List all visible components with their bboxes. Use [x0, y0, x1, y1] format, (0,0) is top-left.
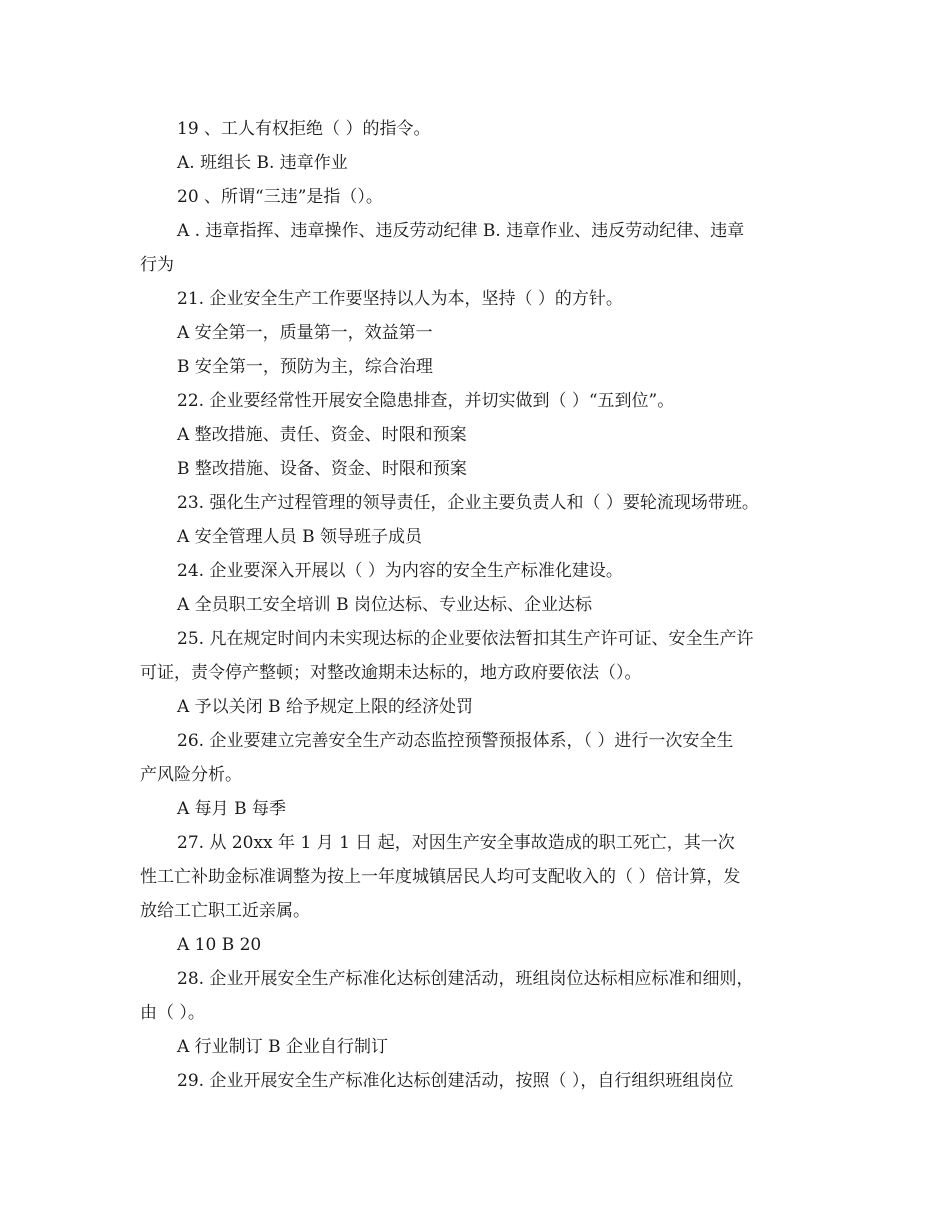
question-line: 19 、工人有权拒绝（ ）的指令。	[177, 119, 431, 139]
answer-line: B 安全第一，预防为主，综合治理	[177, 357, 433, 377]
question-line: 28. 企业开展安全生产标准化达标创建活动，班组岗位达标相应标准和细则，	[177, 969, 754, 989]
question-line: 25. 凡在规定时间内未实现达标的企业要依法暂扣其生产许可证、安全生产许	[177, 629, 754, 649]
answer-line: A . 违章指挥、违章操作、违反劳动纪律 B. 违章作业、违反劳动纪律、违章	[177, 221, 745, 241]
question-line: 24. 企业要深入开展以（ ）为内容的安全生产标准化建设。	[177, 561, 623, 581]
continuation-line: 放给工亡职工近亲属。	[140, 901, 310, 921]
answer-line: A 予以关闭 B 给予规定上限的经济处罚	[177, 697, 473, 717]
answer-line: A 安全管理人员 B 领导班子成员	[177, 527, 422, 547]
continuation-line: 可证，责令停产整顿；对整改逾期未达标的，地方政府要依法（）。	[140, 663, 642, 683]
answer-line: A 全员职工安全培训 B 岗位达标、专业达标、企业达标	[177, 595, 592, 615]
answer-line: A 每月 B 每季	[177, 799, 286, 819]
continuation-line: 性工亡补助金标准调整为按上一年度城镇居民人均可支配收入的（ ）倍计算，发	[140, 867, 741, 887]
continuation-line: 行为	[140, 255, 174, 275]
continuation-line: 由（ ）。	[140, 1003, 205, 1023]
continuation-line: 产风险分析。	[140, 765, 242, 785]
question-line: 22. 企业要经常性开展安全隐患排查，并切实做到（ ）“五到位”。	[177, 391, 675, 411]
answer-line: A 安全第一，质量第一，效益第一	[177, 323, 433, 343]
question-line: 26. 企业要建立完善安全生产动态监控预警预报体系，（ ）进行一次安全生	[177, 731, 734, 751]
question-line: 23. 强化生产过程管理的领导责任，企业主要负责人和（ ）要轮流现场带班。	[177, 493, 759, 513]
answer-line: A 整改措施、责任、资金、时限和预案	[177, 425, 467, 445]
document-body	[140, 112, 812, 1098]
question-line: 27. 从 20xx 年 1 月 1 日 起，对因生产安全事故造成的职工死亡，其一次	[177, 833, 735, 853]
answer-line: A 10 B 20	[177, 935, 262, 955]
question-line: 20 、所谓“三违”是指（）。	[177, 187, 383, 207]
answer-line: A 行业制订 B 企业自行制订	[177, 1037, 388, 1057]
answer-line: B 整改措施、设备、资金、时限和预案	[177, 459, 467, 479]
question-line: 21. 企业安全生产工作要坚持以人为本，坚持（ ）的方针。	[177, 289, 623, 309]
question-line: 29. 企业开展安全生产标准化达标创建活动，按照（ ），自行组织班组岗位	[177, 1071, 734, 1091]
answer-line: A. 班组长 B. 违章作业	[177, 153, 348, 173]
